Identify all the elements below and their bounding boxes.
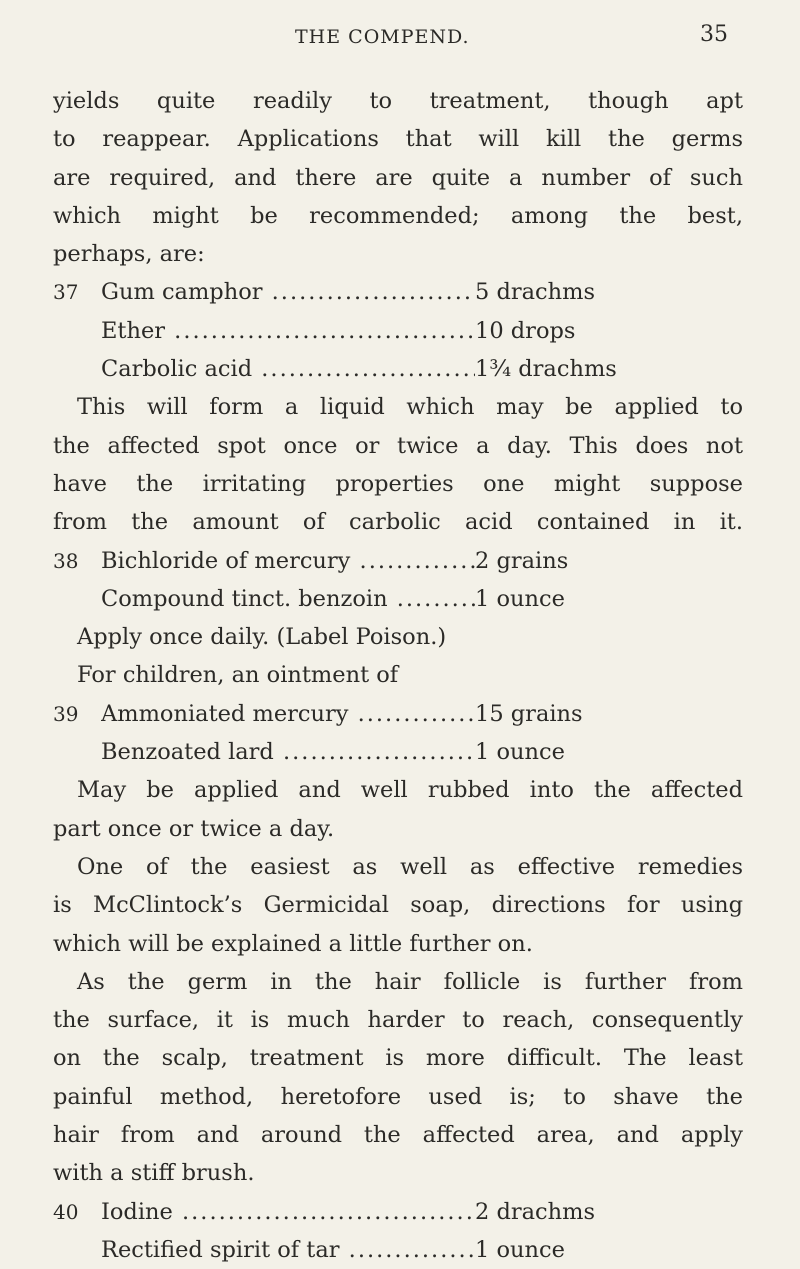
formula-number: 40 [53,1199,79,1224]
text-line: which will be explained a little further on. [53,930,533,957]
text-line: from the amount of carbolic acid contained in it. [53,509,743,536]
text-line: As the germ in the hair follicle is further from [77,968,743,995]
text-line: hair from and around the affected area, and apply [53,1122,743,1149]
formula-38-line-2 [53,580,743,618]
text-line: This will form a liquid which may be applied to [77,394,743,421]
page-header [0,22,800,52]
running-title: THE COMPEND. [295,26,470,48]
text-line: Apply once daily. (Label Poison.) [77,624,447,651]
text-line: painful method, heretofore used is; to shave the [53,1083,743,1110]
text-line: the affected spot once or twice a day. This does not [53,432,743,459]
ingredient-quantity: 15 grains [475,700,583,727]
text-line: May be applied and well rubbed into the affected [77,777,743,804]
formula-40-line-1 [53,1193,743,1231]
text-line: part once or twice a day. [53,815,335,842]
ingredient-name: Iodine ..... [101,1193,475,1231]
formula-40-line-2 [53,1231,743,1269]
ingredient-name: Carbolic acid ..... [101,350,475,388]
formula-number: 38 [53,548,79,573]
text-line: on the scalp, treatment is more difficult. The least [53,1045,743,1072]
page-number: 35 [700,22,728,47]
text-line: to reappear. Applications that will kill the germs [53,126,743,153]
text-line: are required, and there are quite a number of such [53,164,743,191]
ingredient-quantity: 2 drachms [475,1198,596,1225]
ingredient-name: Compound tinct. benzoin ..... [101,580,475,618]
ingredient-quantity: 5 drachms [475,279,596,306]
formula-37-line-3 [53,350,743,388]
ingredient-quantity: 2 grains [475,547,569,574]
ingredient-name: Gum camphor ..... [101,273,475,311]
ingredient-quantity: 1 ounce [475,1236,565,1263]
formula-37-line-2 [53,312,743,350]
text-line: the surface, it is much harder to reach, consequently [53,1007,743,1034]
formula-37-line-1 [53,273,743,311]
text-line: yields quite readily to treatment, though apt [53,88,743,114]
text-line: have the irritating properties one might suppose [53,470,743,497]
text-line: For children, an ointment of [77,662,399,689]
formula-number: 39 [53,701,79,726]
ingredient-name: Rectified spirit of tar ..... [101,1231,475,1269]
ingredient-name: Bichloride of mercury ..... [101,542,475,580]
formula-39-line-1 [53,695,743,733]
ingredient-quantity: 1 ounce [475,739,565,766]
text-line: One of the easiest as well as effective remedies [77,853,743,880]
page-body [53,82,743,1269]
text-line: which might be recommended; among the best, [53,202,743,229]
formula-number: 37 [53,280,79,305]
ingredient-name: Benzoated lard ..... [101,733,475,771]
ingredient-name: Ammoniated mercury ..... [101,695,475,733]
text-line: is McClintock’s Germicidal soap, directions for using [53,892,743,919]
text-line: perhaps, are: [53,241,205,268]
ingredient-quantity: 1¾ drachms [475,356,617,383]
ingredient-name: Ether ..... [101,312,475,350]
formula-39-line-2 [53,733,743,771]
text-line: with a stiff brush. [53,1160,255,1187]
ingredient-quantity: 10 drops [475,317,576,344]
formula-38-line-1 [53,542,743,580]
ingredient-quantity: 1 ounce [475,585,565,612]
